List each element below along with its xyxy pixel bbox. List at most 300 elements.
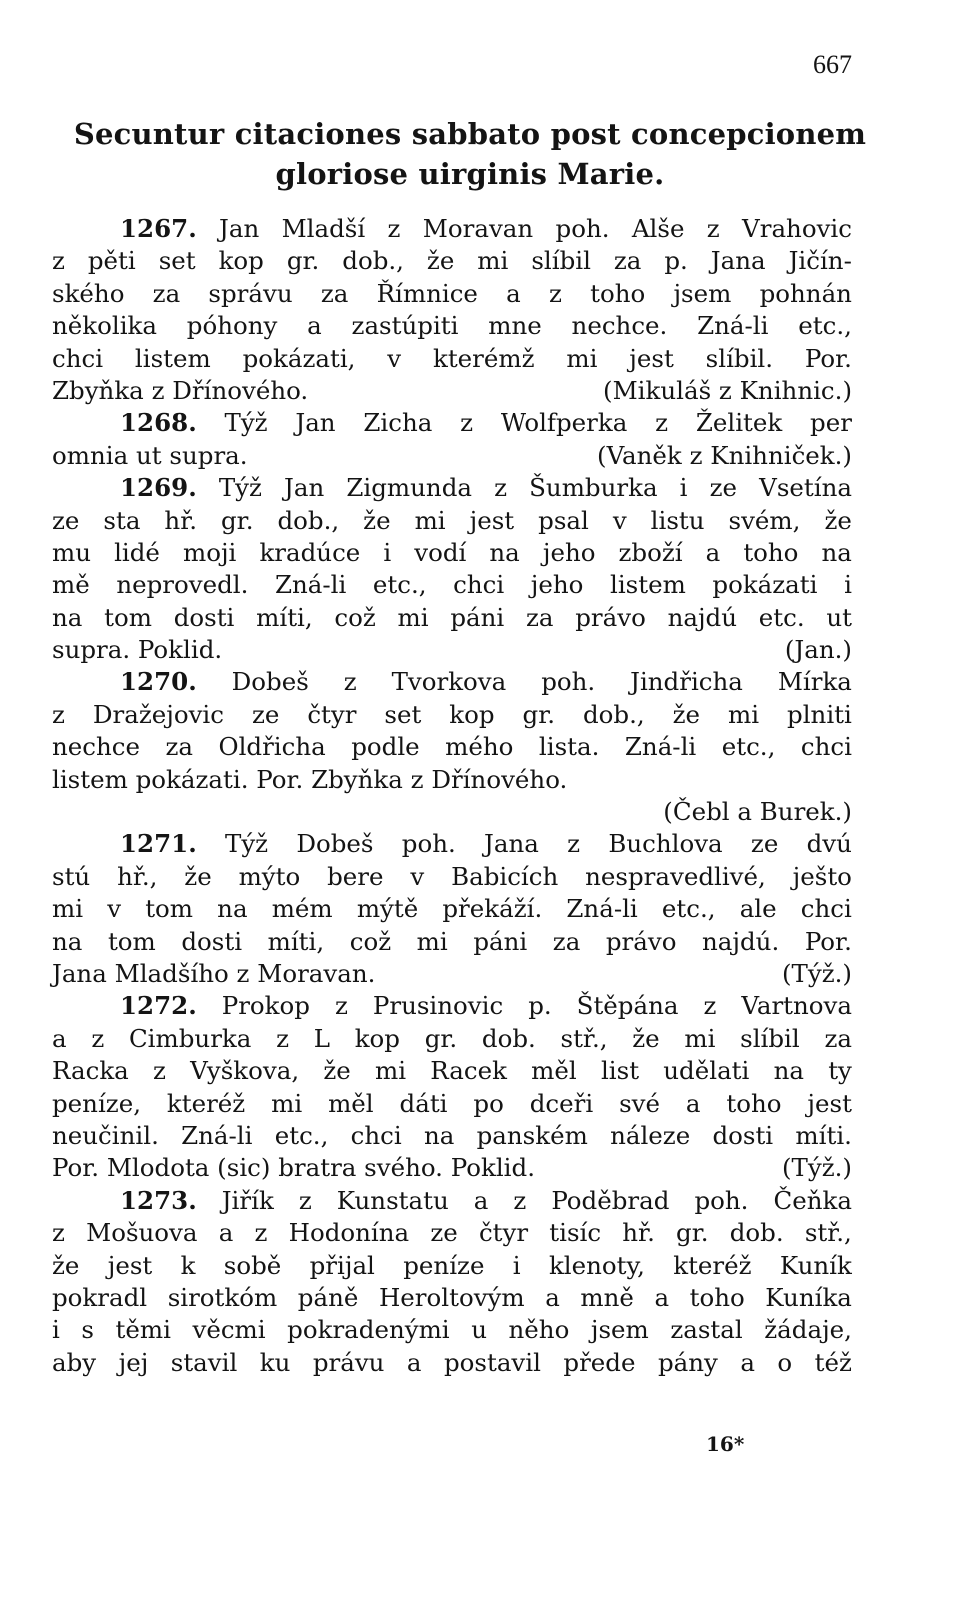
line-word: p.: [528, 991, 552, 1021]
line-word: z: [655, 408, 669, 438]
line-word: Týž: [224, 408, 268, 438]
line-word: nechce: [52, 732, 140, 762]
line-word: Římnice: [376, 278, 478, 308]
line-word: v: [612, 505, 627, 535]
line-word: ku: [259, 1347, 291, 1377]
line-word: Zbyňka z Dřínového.: [52, 375, 309, 405]
line-word: z: [153, 1056, 166, 1086]
line-word: Týž: [218, 473, 262, 503]
line-word: ze: [750, 829, 779, 859]
line-word: chci: [800, 732, 852, 762]
line-word: dob.,: [582, 699, 645, 729]
text-line: [52, 1055, 852, 1087]
line-word: ze: [52, 505, 80, 535]
line-word: mi: [397, 602, 429, 632]
line-word: těmi: [115, 1315, 171, 1345]
line-word: z: [298, 1185, 312, 1215]
line-word: Želitek: [695, 408, 783, 438]
line-word: kterémž: [432, 343, 535, 373]
line-word: v: [107, 894, 122, 924]
line-word: za: [152, 278, 181, 308]
line-word: Prokop: [221, 991, 310, 1021]
line-word: chci: [453, 570, 505, 600]
line-word: klenoty,: [548, 1250, 645, 1280]
line-word: ského: [52, 278, 125, 308]
line-word: zboží: [618, 537, 683, 567]
text-line: [52, 472, 852, 504]
line-word: L: [313, 1023, 330, 1053]
line-word: Čeňka: [773, 1185, 852, 1215]
line-word: najdú.: [702, 926, 780, 956]
line-word: neprovedl.: [116, 570, 249, 600]
line-word: mi: [52, 894, 84, 924]
line-word: dob.: [481, 1023, 536, 1053]
line-word: že: [363, 505, 391, 535]
line-word: Zicha: [363, 408, 433, 438]
text-line: [52, 375, 852, 407]
line-word: z: [91, 1023, 105, 1053]
line-word: a: [506, 278, 521, 308]
line-word: jej: [118, 1347, 149, 1377]
text-line: [52, 1347, 852, 1379]
line-word: za: [824, 1023, 852, 1053]
line-word: set: [384, 699, 422, 729]
entry-number: 1273.: [120, 1185, 197, 1215]
text-line: [52, 505, 852, 537]
line-word: panském: [476, 1120, 588, 1150]
line-word: toho: [743, 537, 799, 567]
line-word: z: [343, 667, 357, 697]
line-word: správu: [208, 278, 293, 308]
line-word: na: [821, 537, 852, 567]
text-line: [52, 1120, 852, 1152]
line-word: s: [81, 1315, 94, 1345]
line-word: Kuník: [779, 1250, 852, 1280]
entry-number: 1271.: [120, 829, 197, 859]
line-word: bere: [327, 861, 384, 891]
line-word: o: [777, 1347, 793, 1377]
line-word: Oldřicha: [218, 732, 326, 762]
signature-mark: 16*: [706, 1432, 745, 1456]
entry-number: 1267.: [120, 214, 197, 243]
line-word: zastúpiti: [351, 311, 459, 341]
line-word: za: [165, 732, 193, 762]
entry-number: 1269.: [120, 473, 197, 503]
text-line: [52, 666, 852, 698]
line-word: pohnán: [759, 278, 852, 308]
line-word: sobě: [223, 1250, 282, 1280]
line-word: plniti: [787, 699, 852, 729]
line-word: kop: [218, 246, 264, 276]
line-word: mýto: [238, 861, 301, 891]
line-word: kteréž: [673, 1250, 752, 1280]
line-word: měl: [328, 1088, 374, 1118]
line-word: hř.: [164, 505, 198, 535]
line-word: i: [512, 1250, 521, 1280]
line-word: Racek: [430, 1056, 507, 1086]
line-word: a: [545, 1282, 560, 1312]
text-line: [52, 731, 852, 763]
line-word: jsem: [673, 278, 732, 308]
line-word: z: [254, 1218, 268, 1248]
line-word: Jičín-: [788, 246, 852, 276]
line-word: mém: [271, 894, 333, 924]
text-line: [52, 440, 852, 472]
line-word: gr.: [424, 1023, 458, 1053]
line-word: Jiřík: [221, 1185, 274, 1215]
line-word: mi: [414, 505, 446, 535]
line-word: mne: [488, 311, 542, 341]
line-word: listem: [609, 570, 686, 600]
line-word: z: [567, 829, 581, 859]
line-word: několika: [52, 311, 157, 341]
text-line: [52, 245, 852, 277]
line-word: (Týž.): [782, 1153, 852, 1183]
line-word: neučinil.: [52, 1120, 159, 1150]
text-line: [52, 861, 852, 893]
line-word: aby: [52, 1347, 97, 1377]
line-word: že: [632, 1023, 660, 1053]
line-word: že: [184, 861, 212, 891]
line-word: chci: [800, 894, 852, 924]
text-line: [52, 310, 852, 342]
line-word: Dražejovic: [92, 699, 224, 729]
text-line: [52, 213, 852, 245]
line-word: a: [705, 537, 721, 567]
line-word: na: [217, 894, 248, 924]
line-word: Alše: [631, 214, 685, 243]
line-word: chci: [350, 1120, 402, 1150]
line-word: Hodonína: [288, 1218, 410, 1248]
heading-line-2: gloriose uirginis Marie.: [275, 157, 665, 191]
line-word: Šumburka: [529, 473, 658, 503]
line-word: z: [460, 408, 474, 438]
line-word: jeho: [530, 570, 584, 600]
text-line: [52, 1185, 852, 1217]
line-word: něho: [508, 1315, 570, 1345]
text-line: [52, 278, 852, 310]
line-word: a: [218, 1218, 234, 1248]
line-word: jest: [107, 1250, 153, 1280]
line-word: Jan: [219, 214, 260, 243]
line-word: pěti: [87, 246, 136, 276]
line-word: etc.,: [372, 570, 427, 600]
line-word: etc.,: [721, 732, 776, 762]
line-word: sirotkóm: [167, 1282, 278, 1312]
line-word: (Mikuláš z Knihnic.): [603, 375, 852, 405]
line-word: mi: [416, 926, 448, 956]
line-word: (Čebl a Burek.): [663, 797, 852, 827]
line-word: i: [52, 1315, 60, 1345]
line-word: Tvorkova: [391, 667, 507, 697]
line-word: na: [52, 926, 83, 956]
line-word: Týž: [224, 829, 269, 859]
line-word: ty: [828, 1056, 852, 1086]
line-word: míti.: [795, 1120, 852, 1150]
line-word: sta: [103, 505, 141, 535]
line-word: Dobeš: [231, 667, 309, 697]
line-word: jsem: [590, 1315, 649, 1345]
entries-text: [52, 213, 852, 1379]
line-word: tom: [145, 894, 194, 924]
line-word: čtyr: [478, 1218, 529, 1248]
line-word: mi: [684, 1023, 716, 1053]
line-word: postavil: [443, 1347, 541, 1377]
line-word: měl: [531, 1056, 577, 1086]
line-word: gr.: [522, 699, 556, 729]
line-word: Prusinovic: [372, 991, 504, 1021]
line-word: stavil: [170, 1347, 238, 1377]
line-word: že: [672, 699, 701, 729]
line-word: překáží.: [442, 894, 543, 924]
line-word: Babicích: [451, 861, 559, 891]
line-word: dosti: [712, 1120, 774, 1150]
heading-line-1: Secuntur citaciones sabbato post concepcionem: [73, 117, 867, 151]
line-word: (Jan.): [784, 635, 852, 665]
line-word: Zná-li: [624, 732, 697, 762]
line-word: stř.,: [560, 1023, 608, 1053]
line-word: z: [513, 1185, 527, 1215]
line-word: právo: [605, 926, 677, 956]
line-word: list: [600, 1056, 640, 1086]
line-word: Por.: [804, 926, 852, 956]
line-word: Dobeš: [296, 829, 374, 859]
line-word: mně: [580, 1282, 634, 1312]
line-word: dosti: [181, 926, 243, 956]
entry-number: 1268.: [120, 408, 197, 438]
text-line: [52, 602, 852, 634]
line-word: a: [307, 311, 322, 341]
line-word: Cimburka: [128, 1023, 252, 1053]
line-word: míti,: [256, 602, 313, 632]
line-word: Vartnova: [741, 991, 852, 1021]
line-word: jest: [469, 505, 515, 535]
line-word: z: [548, 278, 562, 308]
line-word: mi: [566, 343, 598, 373]
line-word: žádaje,: [764, 1315, 852, 1345]
line-word: mě: [52, 570, 90, 600]
line-word: toho: [689, 1282, 745, 1312]
line-word: dob.,: [342, 246, 404, 276]
line-word: poh.: [401, 829, 456, 859]
line-word: najdú: [667, 602, 738, 632]
line-word: gr.: [221, 505, 254, 535]
line-word: Vsetína: [759, 473, 852, 503]
line-word: psal: [538, 505, 589, 535]
line-word: udělati: [663, 1056, 750, 1086]
line-word: tom: [107, 926, 156, 956]
line-word: z: [334, 991, 348, 1021]
line-word: náleze: [610, 1120, 691, 1150]
line-word: na: [773, 1056, 804, 1086]
section-heading: [40, 114, 900, 194]
text-line: [52, 343, 852, 375]
line-word: že: [52, 1250, 80, 1280]
line-word: toho: [726, 1088, 782, 1118]
line-word: Buchlova: [608, 829, 723, 859]
line-word: etc.,: [661, 894, 716, 924]
line-word: jeho: [542, 537, 596, 567]
line-word: Poděbrad: [551, 1185, 670, 1215]
page-number: 667: [813, 50, 852, 79]
line-word: z: [52, 246, 65, 276]
line-word: za: [320, 278, 349, 308]
line-word: ze: [251, 699, 280, 729]
line-word: Jana: [710, 246, 766, 276]
line-word: moji: [182, 537, 237, 567]
line-word: ale: [739, 894, 777, 924]
line-word: lidé: [114, 537, 160, 567]
line-word: z: [52, 699, 65, 729]
line-word: ješto: [792, 861, 852, 891]
line-word: gr.: [286, 246, 320, 276]
line-word: kop: [449, 699, 495, 729]
line-word: vodí: [414, 537, 467, 567]
line-word: dvú: [806, 829, 852, 859]
line-word: poh.: [694, 1185, 749, 1215]
line-word: přijal: [309, 1250, 375, 1280]
line-word: gr.: [676, 1218, 709, 1248]
line-word: právo: [575, 602, 646, 632]
line-word: v: [410, 861, 425, 891]
line-word: etc.,: [798, 311, 852, 341]
line-word: Zná-li: [566, 894, 638, 924]
line-word: (Vaněk z Knihniček.): [597, 440, 852, 470]
line-word: zastal: [670, 1315, 743, 1345]
line-word: listem pokázati. Por. Zbyňka z Dřínového.: [52, 764, 568, 794]
line-word: Vyškova,: [190, 1056, 300, 1086]
line-word: mi: [728, 699, 760, 729]
line-word: v: [387, 343, 402, 373]
line-word: i: [383, 537, 392, 567]
line-word: ze: [430, 1218, 458, 1248]
line-word: Kunstatu: [336, 1185, 449, 1215]
text-line: [52, 990, 852, 1022]
line-word: mi: [271, 1088, 303, 1118]
line-word: nechce.: [571, 311, 668, 341]
line-word: za: [613, 246, 642, 276]
line-word: Por. Mlodota (sic) bratra svého. Poklid.: [52, 1153, 535, 1183]
line-word: a: [473, 1185, 489, 1215]
line-word: nespravedlivé,: [585, 861, 766, 891]
line-word: mýtě: [356, 894, 419, 924]
line-word: z: [387, 214, 401, 243]
line-word: slíbil.: [705, 343, 774, 373]
line-word: k: [180, 1250, 196, 1280]
line-word: u: [471, 1315, 487, 1345]
text-line: [52, 1023, 852, 1055]
line-word: poh.: [541, 667, 596, 697]
line-word: hř.: [622, 1218, 655, 1248]
text-line: [52, 1314, 852, 1346]
line-word: Jan: [284, 473, 325, 503]
line-word: pány: [657, 1347, 718, 1377]
line-word: peníze,: [52, 1088, 141, 1118]
line-word: což: [349, 926, 392, 956]
line-word: mu: [52, 537, 92, 567]
line-word: Kuníka: [765, 1282, 852, 1312]
line-word: za: [552, 926, 581, 956]
line-word: na: [52, 602, 83, 632]
line-word: pokradl: [52, 1282, 148, 1312]
line-word: z: [276, 1023, 290, 1053]
line-word: mi: [477, 246, 509, 276]
line-word: etc.,: [274, 1120, 329, 1150]
line-word: tisíc: [549, 1218, 602, 1248]
line-word: Jana Mladšího z Moravan.: [52, 958, 376, 988]
text-line: [52, 764, 852, 796]
line-word: svém,: [728, 505, 801, 535]
line-word: přede: [563, 1347, 636, 1377]
line-word: z: [494, 473, 508, 503]
line-word: na: [423, 1120, 455, 1150]
line-word: lista.: [538, 732, 600, 762]
line-word: peníze: [403, 1250, 485, 1280]
line-word: že: [323, 1056, 351, 1086]
text-line: [52, 1250, 852, 1282]
text-line: [52, 407, 852, 439]
line-word: že: [426, 246, 455, 276]
line-word: podle: [351, 732, 420, 762]
line-word: pokradenými: [287, 1315, 450, 1345]
line-word: právu: [312, 1347, 385, 1377]
text-line: [52, 1088, 852, 1120]
line-word: jest: [807, 1088, 852, 1118]
line-word: míti,: [267, 926, 325, 956]
text-line: [52, 1152, 852, 1184]
line-word: a: [406, 1347, 422, 1377]
line-word: Zná-li: [697, 311, 769, 341]
line-word: kteréž: [166, 1088, 246, 1118]
text-line: [52, 1282, 852, 1314]
line-word: Jan: [295, 408, 336, 438]
text-line: [52, 893, 852, 925]
line-word: Štěpána: [576, 991, 679, 1021]
line-word: pokázati: [712, 570, 818, 600]
line-word: jest: [629, 343, 674, 373]
line-word: i: [844, 570, 852, 600]
line-word: své: [619, 1088, 660, 1118]
text-line: [52, 958, 852, 990]
line-word: Racka: [52, 1056, 129, 1086]
line-word: póhony: [186, 311, 278, 341]
line-word: p.: [664, 246, 688, 276]
text-line: [52, 926, 852, 958]
line-word: slíbil: [740, 1023, 800, 1053]
line-word: páně: [297, 1282, 359, 1312]
line-word: set: [158, 246, 196, 276]
line-word: na: [489, 537, 520, 567]
line-word: po: [473, 1088, 504, 1118]
line-word: z: [706, 214, 720, 243]
line-word: z: [703, 991, 717, 1021]
line-word: mi: [374, 1056, 407, 1086]
line-word: páni: [450, 602, 505, 632]
line-word: dob.,: [277, 505, 340, 535]
text-line: [52, 699, 852, 731]
line-word: též: [814, 1347, 852, 1377]
line-word: stř.,: [804, 1218, 852, 1248]
text-line: [52, 634, 852, 666]
line-word: Heroltovým: [378, 1282, 525, 1312]
line-word: za: [525, 602, 554, 632]
line-word: tom: [104, 602, 152, 632]
line-word: supra. Poklid.: [52, 635, 223, 665]
line-word: per: [810, 408, 852, 438]
line-word: Zigmunda: [346, 473, 472, 503]
line-word: slíbil: [531, 246, 591, 276]
line-word: omnia ut supra.: [52, 440, 248, 470]
